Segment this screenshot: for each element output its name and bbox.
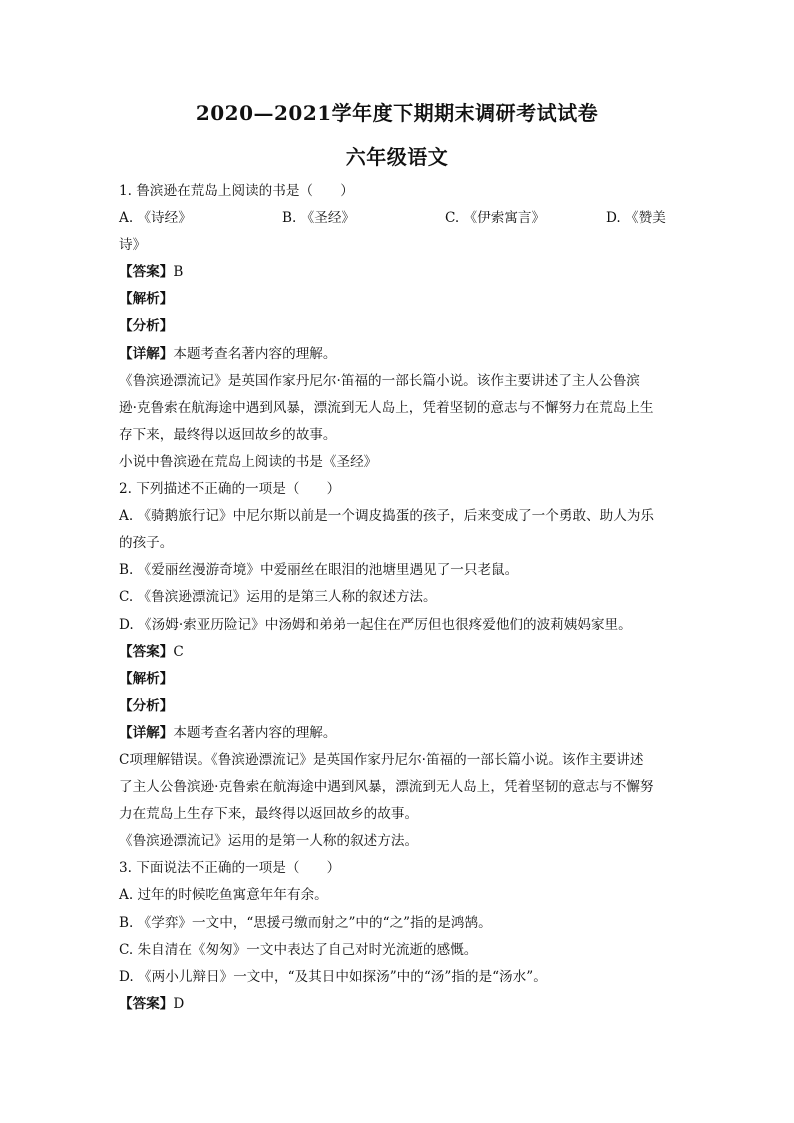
q1-conclusion: 小说中鲁滨逊在荒岛上阅读的书是《圣经》 (119, 453, 378, 470)
q3-option-c: C. 朱自清在《匆匆》一文中表达了自己对时光流逝的感慨。 (119, 941, 478, 958)
q2-fenxi-label: 【分析】 (119, 697, 174, 714)
answer-label: 【答案】 (119, 995, 174, 1012)
q1-option-a: A. 《诗经》 (119, 210, 192, 227)
answer-label: 【答案】 (119, 643, 174, 660)
q2-answer-value: C (173, 643, 184, 660)
q1-answer (119, 259, 675, 286)
q2-detail-text: 本题考查名著内容的理解。 (173, 724, 337, 741)
q1-option-d-cont: 诗》 (119, 237, 147, 254)
q2-answer (119, 639, 675, 666)
q3-answer (119, 991, 675, 1018)
q2-detail (119, 720, 675, 747)
exam-content (119, 178, 675, 1018)
q1-detail (119, 341, 675, 368)
q2-explanation-line: C项理解错误。《鲁滨逊漂流记》是英国作家丹尼尔·笛福的一部长篇小说。该作主要讲述 (119, 751, 644, 768)
q3-option-d: D. 《两小儿辩日》一文中，“及其日中如探汤”中的“汤”指的是“汤水”。 (119, 968, 547, 985)
q1-explanation-line: 《鲁滨逊漂流记》是英国作家丹尼尔·笛福的一部长篇小说。该作主要讲述了主人公鲁滨 (119, 372, 640, 389)
q2-analysis-label: 【解析】 (119, 670, 174, 687)
q2-option-c: C. 《鲁滨逊漂流记》运用的是第三人称的叙述方法。 (119, 589, 437, 606)
q1-analysis-label: 【解析】 (119, 291, 174, 308)
exam-title: 2020—2021学年度下期期末调研考试试卷 (195, 101, 599, 125)
q2-option-b: B. 《爱丽丝漫游奇境》中爱丽丝在眼泪的池塘里遇见了一只老鼠。 (119, 562, 519, 579)
q1-options (119, 205, 675, 232)
q3-stem: 3. 下面说法不正确的一项是（ ） (119, 860, 341, 877)
q1-fenxi-label: 【分析】 (119, 318, 174, 335)
q3-answer-value: D (173, 995, 185, 1012)
q2-stem: 2. 下列描述不正确的一项是（ ） (119, 481, 341, 498)
q1-option-b: B. 《圣经》 (282, 210, 356, 227)
detail-label: 【详解】 (119, 345, 174, 362)
q1-option-d: D. 《赞美 (606, 210, 666, 227)
q1-detail-text: 本题考查名著内容的理解。 (173, 345, 337, 362)
q1-explanation-line: 存下来，最终得以返回故乡的故事。 (119, 426, 337, 443)
q2-option-a: A. 《骑鹅旅行记》中尼尔斯以前是一个调皮捣蛋的孩子，后来变成了一个勇敢、助人为乐 (119, 508, 655, 525)
q1-answer-value: B (173, 264, 184, 281)
q2-explanation-line: 力在荒岛上生存下来，最终得以返回故乡的故事。 (119, 806, 419, 823)
q2-option-d: D. 《汤姆·索亚历险记》中汤姆和弟弟一起住在严厉但也很疼爱他们的波莉姨妈家里。 (119, 616, 632, 633)
detail-label: 【详解】 (119, 724, 174, 741)
q1-option-c: C. 《伊索寓言》 (445, 210, 546, 227)
q1-explanation-line: 逊·克鲁索在航海途中遇到风暴，漂流到无人岛上，凭着坚韧的意志与不懈努力在荒岛上生 (119, 399, 654, 416)
q2-conclusion: 《鲁滨逊漂流记》运用的是第一人称的叙述方法。 (119, 833, 419, 850)
exam-subtitle: 六年级语文 (345, 145, 449, 169)
q1-stem: 1. 鲁滨逊在荒岛上阅读的书是（ ） (119, 183, 354, 199)
q2-option-a-cont: 的孩子。 (119, 535, 174, 552)
q2-explanation-line: 了主人公鲁滨逊·克鲁索在航海途中遇到风暴，漂流到无人岛上，凭着坚韧的意志与不懈努 (119, 779, 654, 796)
answer-label: 【答案】 (119, 264, 174, 281)
q3-option-b: B. 《学弈》一文中，“思援弓缴而射之”中的“之”指的是鸿鹄。 (119, 914, 492, 931)
q3-option-a: A. 过年的时候吃鱼寓意年年有余。 (119, 887, 328, 904)
